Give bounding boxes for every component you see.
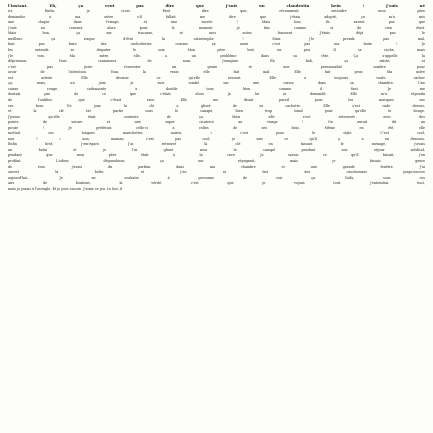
text-line: et la clé est partie sous le canapé, bien trop loind pour qu'elle le bouge. [8, 109, 425, 114]
text-line: faut pas faire des cachotteries comme ça aussi c'est pas ma faute ! Je [8, 42, 425, 47]
text-line: Enfin bref, j'em'égare. J'ai retrouvé la clé en faisant le ménage, j'avais [8, 142, 425, 147]
text-line: ses bras. Un jour, la clé a glissé de sa cachette. Elle s'est rude dessus, [8, 103, 425, 108]
text-line: airs de bonheur, la vérité, c'est que je voyais tout, j'entendais tout, [8, 181, 425, 186]
text-line: j'le vois. Ma mère, elle, a un problème dans sa tête. Ça s'appelle la [8, 53, 425, 58]
text-line: de l'oublier, que c'était rien. Elle me disait pareil pour les marques sur [8, 97, 425, 102]
text-line: pendant que mon père était à la cave. Je savais ce qu'il faisait, j'en [8, 153, 425, 158]
text-line: avoir de l'attention. Nan, la vraie, elle fait mal. Elle fait peur. Ma mère [8, 70, 425, 75]
text-line: non ? » non, maman, c'est pas cool, je sais ce qu'il y a en dessous. [8, 136, 425, 141]
text-line: meilleur, ça risque d'être la catastrophe ! Mais j'le prends pas mal, [8, 36, 425, 41]
text-line: j'suis au courant, alors pour le moment je fais comme si de rien était. [8, 25, 425, 30]
text-line: mettait ses longues manchettes noires, « c'est pour le style. C'est cool, [8, 131, 425, 136]
text-line: aujourd'hui... Je ne souhaite à personne de voir ça. Voilà, sous ces [8, 175, 425, 180]
text-line: un balai et je l'ai glissé sous le canapé pendant son séjour médical, [8, 147, 425, 152]
text-line: caisse rouge, cadenassée à double tour, bien comme il faut. Je me [8, 86, 425, 91]
text-line: ça, mais, un jour, je suis tombé sur une caisse dans sa chambre. Une [8, 81, 425, 86]
text-line: ouvert la boîte, et j'en ai fait des cauchemars jusqu'encore [8, 170, 425, 175]
text-line: Mais bon, ça me tracasse, et mes notes baissent. J'étais déjà pas le [8, 31, 425, 36]
text-line: dépression. Vous connaissez de nom, j'imagine. Eh bah, ça existe, et [8, 59, 425, 64]
text-line: demander à ma mère s'il fallait me dire que j'étais adopté, ça m'a mis [8, 14, 425, 19]
text-line: pirate ! Je préférais celle-ci à celles de ses bras. Même en été, elle [8, 125, 425, 130]
text-line: une claque dans l'visage, et une sacrée ! Mais bon, ils savent pas que [8, 20, 425, 25]
text-line: les entends se disputer le soir. Mon père boit, un peu. Il se cache, mais [8, 48, 425, 53]
text-line: doutais pas de ce que c'était, alors je lui ai demandé. Elle m'a répondu [8, 92, 425, 97]
text-line: J'pense qu'elle était contente de ça. Mais elle s'est retrouvée avec des [8, 114, 425, 119]
body-text [8, 3, 425, 192]
text-line: est artiste. Elle dessine ce qu'elle ressent. Elle a toujours voulu cacher [8, 75, 425, 80]
text-line: mais je jouais à l'aveugle. Et je joue encore. J'aime ce jeu. Le but, il [8, 186, 123, 191]
text-line: c'est pas juste s'inventer un genre et une personnalité sombre pour [8, 64, 425, 69]
text-line: ici. Enfin, je crois. Faut dire que, récemment, entendre mon père [8, 9, 425, 14]
text-line: points de suture et une super cicatrice au visage ! On aurait dit un [8, 120, 425, 125]
text-line: l'instant. Eh, ça veut pas dire que j'suis un clandestin hein ! J'suis né [8, 3, 425, 8]
text-line: profitai. L'odeur dégueulasse, ça me répugnait, mais je faisais genre [8, 158, 425, 163]
text-line: de rien, j'avais du parfum dans ma chambre et une grande fenêtre. J'ai [8, 164, 425, 169]
